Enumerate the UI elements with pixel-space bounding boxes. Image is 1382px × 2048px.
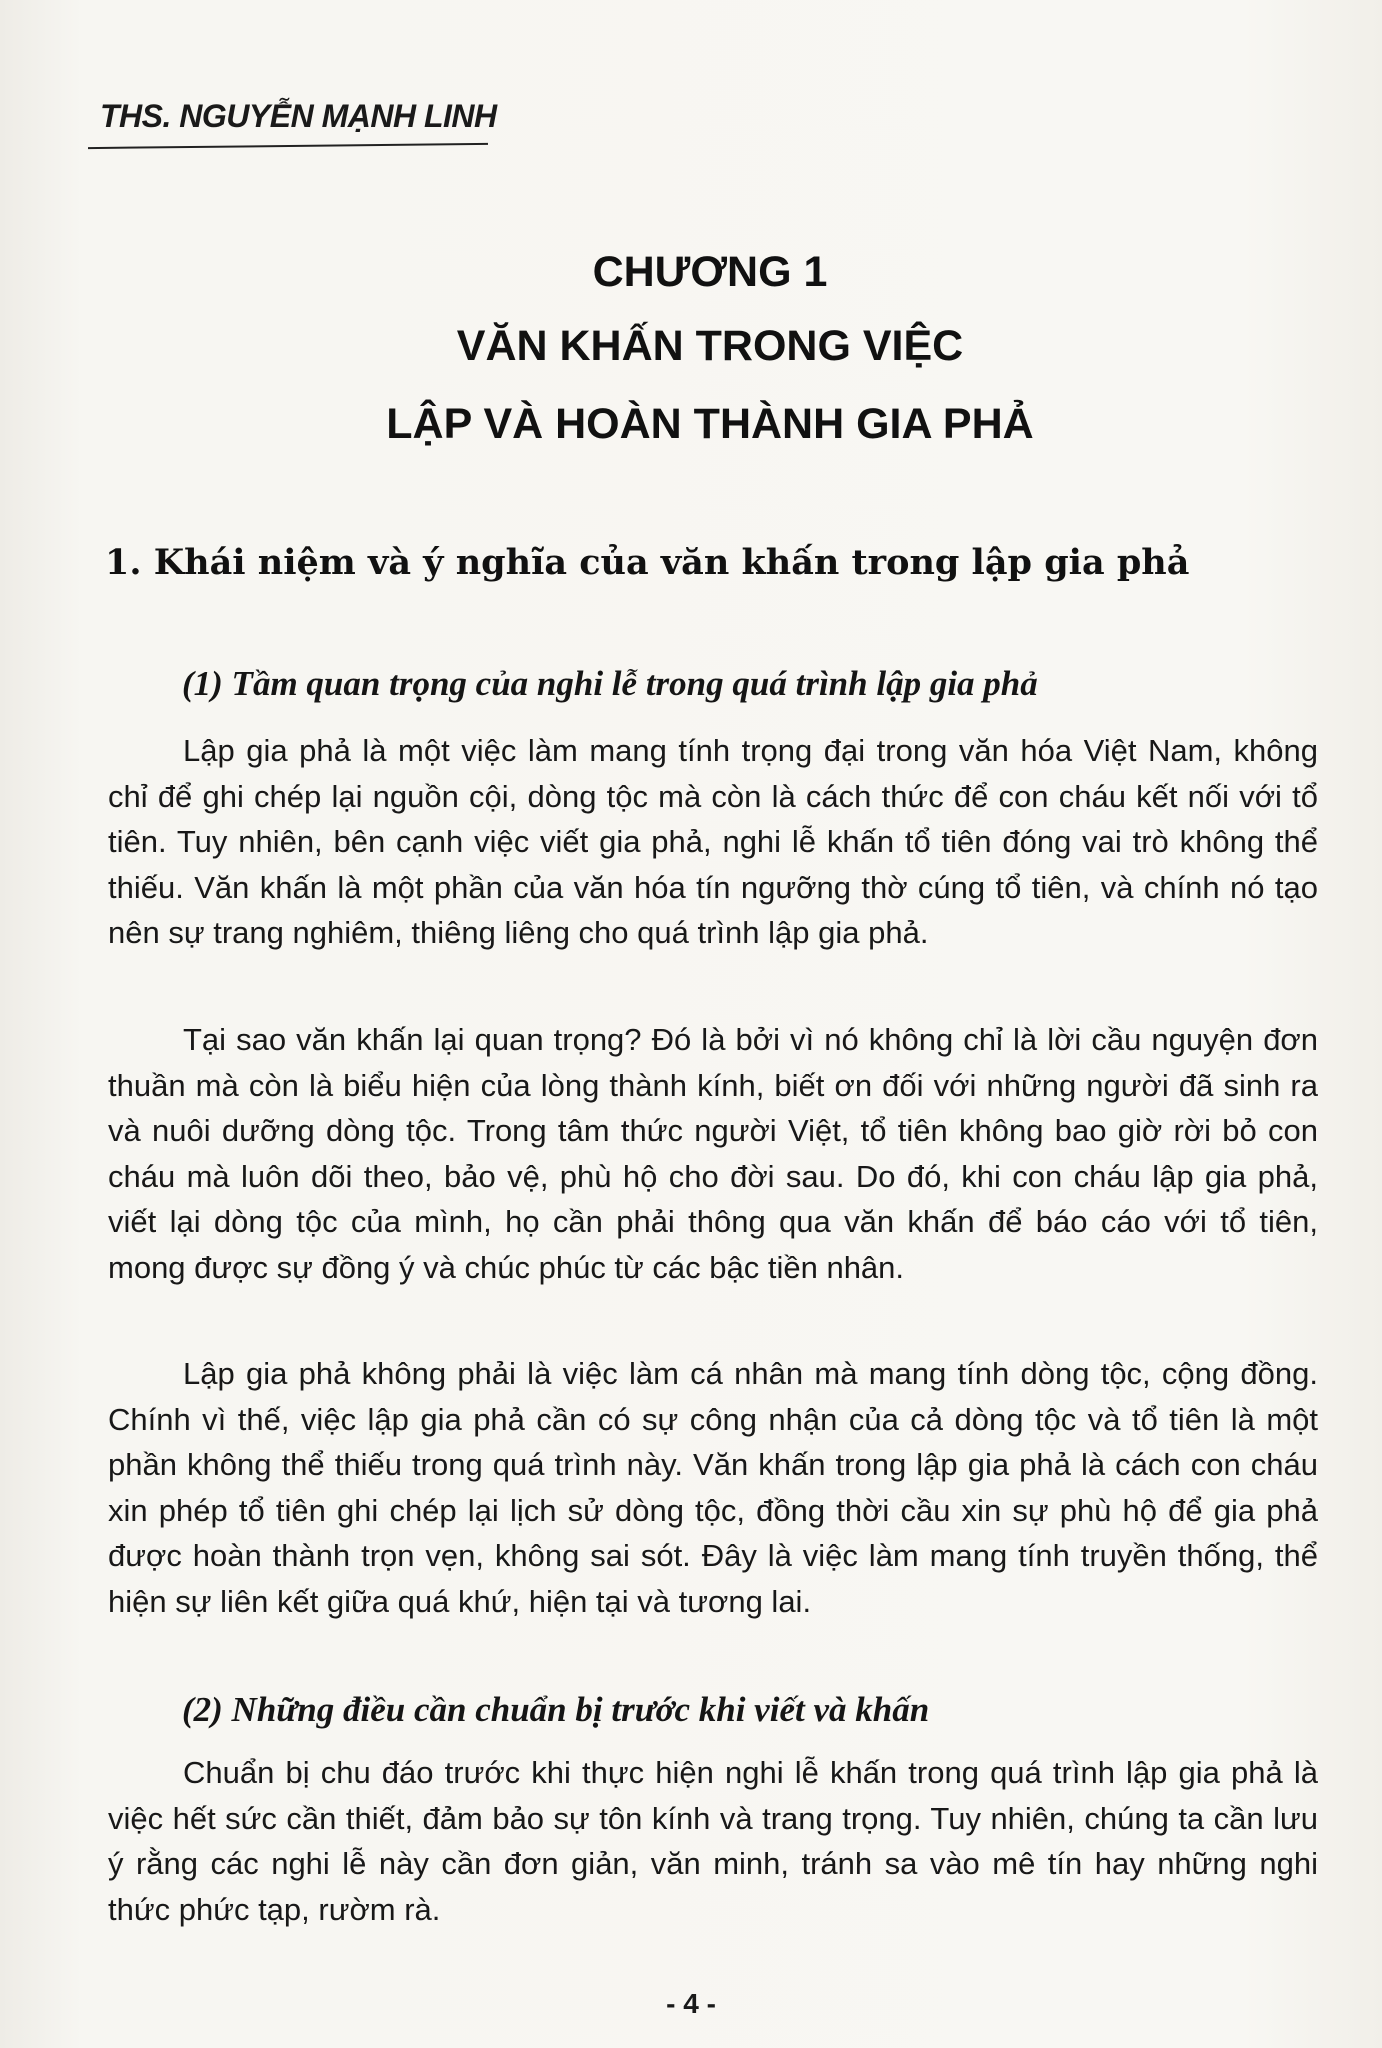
subsection-heading-1: (1) Tầm quan trọng của nghi lễ trong quá trình lập gia phả xyxy=(182,664,1038,703)
chapter-title-line-2: LẬP VÀ HOÀN THÀNH GIA PHẢ xyxy=(386,400,1034,448)
paragraph: Chuẩn bị chu đáo trước khi thực hiện nghi lễ khấn trong quá trình lập gia phả là việc hết sức cần thiết, đảm bảo sự tôn kính và trang trọng. Tuy nhiên, chúng ta cần lưu ý rằng các nghi lễ này cần đơn giản, văn minh, tránh sa vào mê tín hay những nghi thức phức tạp, rườm rà. xyxy=(108,1755,1318,1927)
chapter-number: CHƯƠNG 1 xyxy=(592,248,828,296)
page-number: - 4 - xyxy=(666,1988,716,2019)
chapter-title-line-1: VĂN KHẤN TRONG VIỆC xyxy=(456,322,964,370)
section-heading: 1. Khái niệm và ý nghĩa của văn khấn trong lập gia phả xyxy=(105,542,1190,583)
paragraph: Tại sao văn khấn lại quan trọng? Đó là bởi vì nó không chỉ là lời cầu nguyện đơn thuần mà còn là biểu hiện của lòng thành kính, biết ơn đối với những người đã sinh ra và nuôi dưỡng dòng tộc. Trong tâm thức người Việt, tổ tiên không bao giờ rời bỏ con cháu mà luôn dõi theo, bảo vệ, phù hộ cho đời sau. Do đó, khi con cháu lập gia phả, viết lại dòng tộc của mình, họ cần phải thông qua văn khấn để báo cáo với tổ tiên, mong được sự đồng ý và chúc phúc từ các bậc tiền nhân. xyxy=(108,1022,1318,1285)
header-underline xyxy=(88,143,488,149)
running-header-author: THS. NGUYỄN MẠNH LINH xyxy=(100,98,497,134)
subsection-heading-2: (2) Những điều cần chuẩn bị trước khi viết và khấn xyxy=(182,1690,930,1729)
paragraph: Lập gia phả không phải là việc làm cá nhân mà mang tính dòng tộc, cộng đồng. Chính vì thế, việc lập gia phả cần có sự công nhận của cả dòng tộc và tổ tiên là một phần không thể thiếu trong quá trình này. Văn khấn trong lập gia phả là cách con cháu xin phép tổ tiên ghi chép lại lịch sử dòng tộc, đồng thời cầu xin sự phù hộ để gia phả được hoàn thành trọn vẹn, không sai sót. Đây là việc làm mang tính truyền thống, thể hiện sự liên kết giữa quá khứ, hiện tại và tương lai. xyxy=(108,1356,1318,1619)
paragraph: Lập gia phả là một việc làm mang tính trọng đại trong văn hóa Việt Nam, không chỉ để ghi chép lại nguồn cội, dòng tộc mà còn là cách thức để con cháu kết nối với tổ tiên. Tuy nhiên, bên cạnh việc viết gia phả, nghi lễ khấn tổ tiên đóng vai trò không thể thiếu. Văn khấn là một phần của văn hóa tín ngưỡng thờ cúng tổ tiên, và chính nó tạo nên sự trang nghiêm, thiêng liêng cho quá trình lập gia phả. xyxy=(108,733,1318,950)
